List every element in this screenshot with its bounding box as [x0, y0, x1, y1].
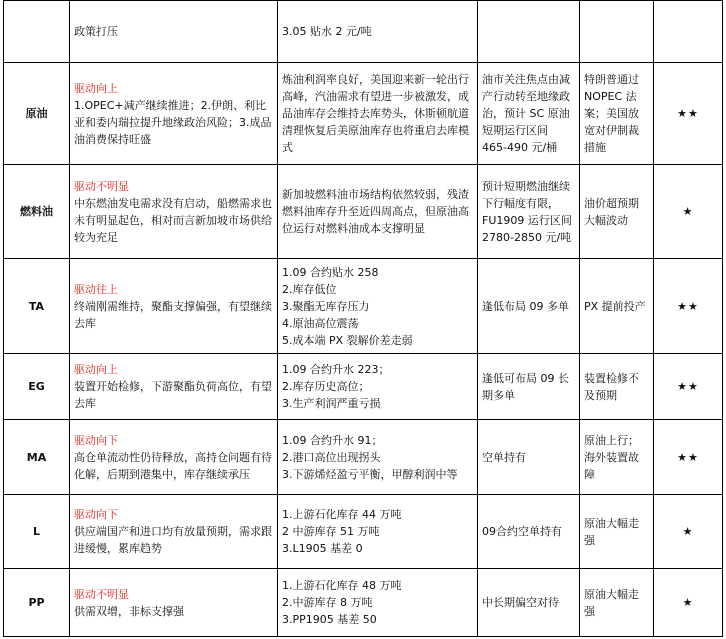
product-name: L	[4, 495, 70, 569]
futures-strategy-table	[3, 0, 723, 637]
risk: 原油大幅走强	[580, 569, 654, 637]
key-points: 新加坡燃料油市场结构依然较弱，残渣燃料油库存升至近四周高点，但原油高位运行对燃料油成本支撑明显	[278, 165, 478, 259]
risk: 原油大幅走强	[580, 495, 654, 569]
drive-text: 装置开始检修，下游聚酯负荷高位，有望去库	[74, 380, 272, 410]
product-name: PP	[4, 569, 70, 637]
risk: 装置检修不及预期	[580, 354, 654, 420]
drive-cell	[70, 259, 278, 354]
drive-text: 供需双增，非标支撑强	[74, 604, 184, 618]
key-points: 1.09 合约升水 91； 2.港口高位出现拐头 3.下游烯烃盈亏平衡，甲醇利润中等	[278, 420, 478, 495]
drive-text: 供应端国产和进口均有放量预期，需求跟进缓慢，累库趋势	[74, 525, 272, 555]
product-name: MA	[4, 420, 70, 495]
strategy: 09合约空单持有	[478, 495, 580, 569]
drive-title: 驱动向上	[74, 363, 118, 376]
risk: 原油上行；海外装置故障	[580, 420, 654, 495]
drive-text: 政策打压	[74, 25, 118, 38]
risk	[580, 1, 654, 63]
product-name: 原油	[4, 63, 70, 165]
drive-cell	[70, 495, 278, 569]
strategy: 逢低布局 09 多单	[478, 259, 580, 354]
drive-title: 驱动不明显	[74, 179, 129, 193]
drive-text: 终端刚需维持，聚酯支撑偏强，有望继续去库	[74, 299, 272, 330]
risk: 油价超预期大幅波动	[580, 165, 654, 259]
key-points: 1.09 合约升水 223； 2.库存历史高位； 3.生产利润严重亏损	[278, 354, 478, 420]
drive-text: 高仓单流动性仍待释放，高持仓问题有待化解，后期到港集中，库存继续承压	[74, 450, 272, 481]
table-row	[4, 569, 723, 637]
drive-title: 驱动不明显	[74, 587, 129, 601]
drive-cell	[70, 354, 278, 420]
rating-stars: ★★	[654, 420, 723, 495]
risk: PX 提前投产	[580, 259, 654, 354]
drive-cell	[70, 420, 278, 495]
table-row	[4, 420, 723, 495]
rating-stars: ★	[654, 569, 723, 637]
key-points: 炼油利润率良好，美国迎来新一轮出行高峰，汽油需求有望进一步被激发，成品油库存会维持去库势头，休斯顿航道清理恢复后美原油库存也将重启去库模式	[278, 63, 478, 165]
drive-title: 驱动向上	[74, 81, 118, 95]
table-row	[4, 259, 723, 354]
product-name: TA	[4, 259, 70, 354]
drive-text: 1.OPEC+减产继续推进；2.伊朗、利比亚和委内瑞拉提升地缘政治风险；3.成品油消费保持旺盛	[74, 98, 272, 146]
drive-cell	[70, 569, 278, 637]
rating-stars: ★	[654, 495, 723, 569]
strategy: 预计短期燃油继续下行幅度有限，FU1909 运行区间 2780-2850 元/吨	[478, 165, 580, 259]
rating-stars: ★★	[654, 259, 723, 354]
strategy: 空单持有	[478, 420, 580, 495]
drive-cell	[70, 63, 278, 165]
drive-title: 驱动向下	[74, 508, 118, 521]
strategy: 油市关注焦点由减产行动转至地缘政治，预计 SC 原油短期运行区间 465-490 元/桶	[478, 63, 580, 165]
product-name: EG	[4, 354, 70, 420]
risk: 特朗普通过 NOPEC 法案；美国放宽对伊制裁措施	[580, 63, 654, 165]
table-row	[4, 165, 723, 259]
product-name	[4, 1, 70, 63]
rating-stars: ★	[654, 165, 723, 259]
table-row	[4, 354, 723, 420]
key-points: 1.上游石化库存 44 万吨 2 中游库存 51 万吨 3.L1905 基差 0	[278, 495, 478, 569]
rating-stars	[654, 1, 723, 63]
table-row	[4, 63, 723, 165]
key-points: 1.上游石化库存 48 万吨 2.中游库存 8 万吨 3.PP1905 基差 50	[278, 569, 478, 637]
key-points: 3.05 贴水 2 元/吨	[278, 1, 478, 63]
drive-title: 驱动往上	[74, 282, 118, 296]
drive-text: 中东燃油发电需求没有启动，船燃需求也未有明显起色，相对而言新加坡市场供给较为充足	[74, 196, 272, 244]
table-row	[4, 495, 723, 569]
strategy: 逢低可布局 09 长期多单	[478, 354, 580, 420]
key-points: 1.09 合约贴水 258 2.库存低位 3.聚酯无库存压力 4.原油高位震荡 5.成本端 PX 裂解价差走弱	[278, 259, 478, 354]
rating-stars: ★★	[654, 354, 723, 420]
product-name: 燃料油	[4, 165, 70, 259]
drive-title: 驱动向下	[74, 433, 118, 447]
strategy	[478, 1, 580, 63]
drive-cell	[70, 165, 278, 259]
table-row	[4, 1, 723, 63]
rating-stars: ★★	[654, 63, 723, 165]
drive-cell	[70, 1, 278, 63]
strategy: 中长期偏空对待	[478, 569, 580, 637]
